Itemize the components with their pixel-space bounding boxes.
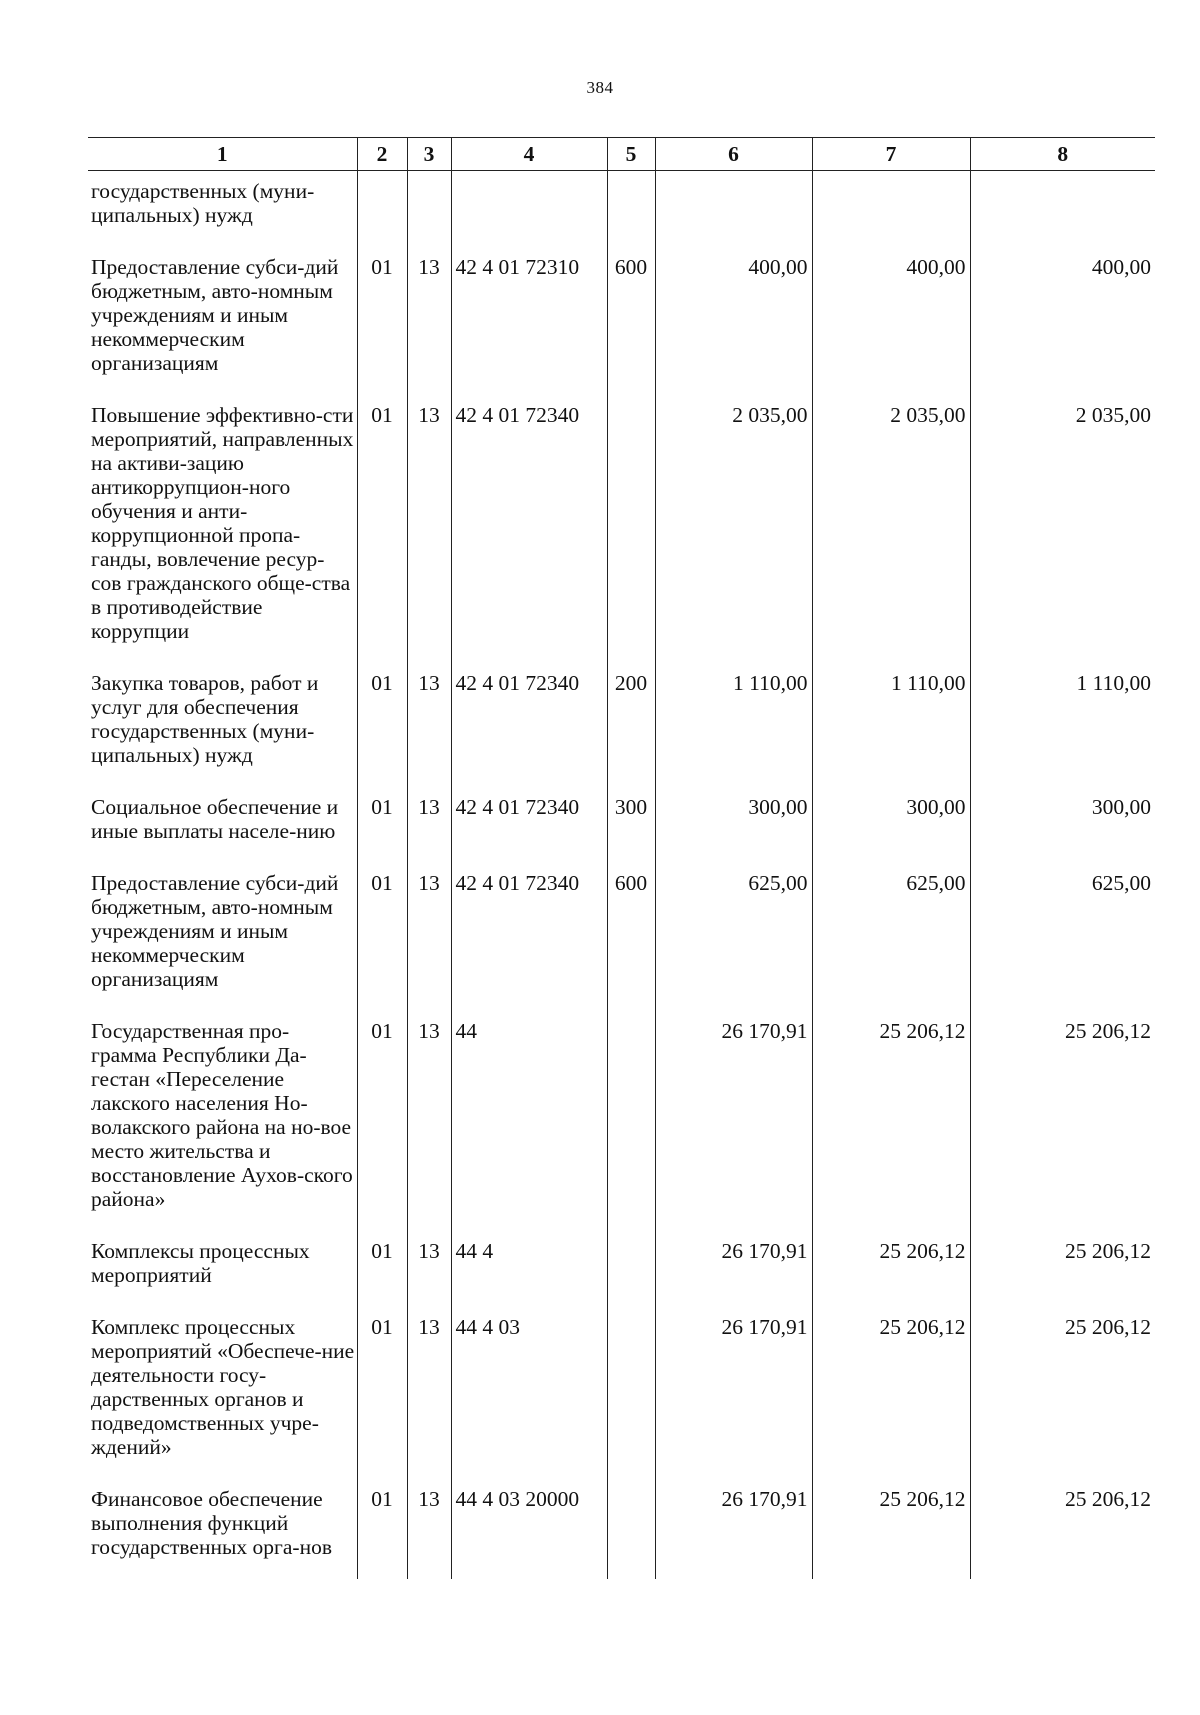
cell-subsection: 13 [407,1479,451,1579]
cell-amount-8: 25 206,12 [970,1479,1155,1579]
cell-section: 01 [357,1231,407,1307]
row-name: Государственная про-грамма Республики Да-гестан «Переселение лакского населения Но-волакского района на но-вое место жительства и восстановление Аухов-ского района» [91,1019,353,1211]
column-header-5: 5 [607,138,655,171]
cell-expense-type [607,1479,655,1579]
table-row [88,171,1155,248]
cell-amount-8: 25 206,12 [970,1011,1155,1231]
cell-target-article: 42 4 01 72340 [451,395,607,663]
cell-amount-7: 300,00 [812,787,970,863]
cell-expense-type: 600 [607,247,655,395]
column-header-8: 8 [970,138,1155,171]
cell-amount-8: 300,00 [970,787,1155,863]
cell-amount-6: 2 035,00 [655,395,812,663]
cell-amount-6: 300,00 [655,787,812,863]
cell-amount-6: 1 110,00 [655,663,812,787]
budget-table [88,137,1155,1579]
cell-subsection: 13 [407,1307,451,1479]
cell-amount-8: 625,00 [970,863,1155,1011]
cell-subsection: 13 [407,395,451,663]
cell-amount-8: 25 206,12 [970,1307,1155,1479]
cell-expense-type [607,395,655,663]
page-number: 384 [586,78,614,97]
cell-amount-6: 400,00 [655,247,812,395]
table-row [88,1231,1155,1307]
cell-amount-8: 400,00 [970,247,1155,395]
row-name: Предоставление субси-дий бюджетным, авто-номным учреждениям и иным некоммерческим организациям [91,255,339,375]
cell-amount-6: 26 170,91 [655,1011,812,1231]
cell-section: 01 [357,247,407,395]
cell-amount-7: 400,00 [812,247,970,395]
table-row [88,247,1155,395]
cell-amount-8 [970,171,1155,248]
cell-subsection: 13 [407,787,451,863]
row-name: Комплексы процессных мероприятий [91,1239,310,1287]
column-header-2: 2 [357,138,407,171]
row-name: Повышение эффективно-сти мероприятий, направленных на активи-зацию антикоррупцион-ного обучения и анти-коррупционной пропа-ганды, вовлечение ресур-сов гражданского обще-ства в противодействие коррупции [91,403,354,643]
cell-target-article: 44 4 [451,1231,607,1307]
cell-target-article: 42 4 01 72340 [451,663,607,787]
column-header-3: 3 [407,138,451,171]
cell-expense-type [607,1011,655,1231]
column-header-7: 7 [812,138,970,171]
table-row [88,1479,1155,1579]
row-name: Комплекс процессных мероприятий «Обеспече-ние деятельности госу-дарственных органов и подведомственных учре-ждений» [91,1315,355,1459]
row-name: государственных (муни-ципальных) нужд [91,179,315,227]
cell-subsection [407,171,451,248]
cell-amount-8: 25 206,12 [970,1231,1155,1307]
cell-amount-6: 625,00 [655,863,812,1011]
cell-amount-6 [655,171,812,248]
cell-amount-6: 26 170,91 [655,1479,812,1579]
cell-target-article: 44 4 03 [451,1307,607,1479]
cell-target-article: 42 4 01 72310 [451,247,607,395]
cell-subsection: 13 [407,663,451,787]
cell-subsection: 13 [407,1231,451,1307]
row-name: Предоставление субси-дий бюджетным, авто-номным учреждениям и иным некоммерческим организациям [91,871,339,991]
cell-target-article [451,171,607,248]
cell-amount-7: 25 206,12 [812,1307,970,1479]
cell-target-article: 42 4 01 72340 [451,787,607,863]
table-row [88,863,1155,1011]
cell-amount-7: 25 206,12 [812,1011,970,1231]
cell-subsection: 13 [407,247,451,395]
row-name: Закупка товаров, работ и услуг для обеспечения государственных (муни-ципальных) нужд [91,671,319,767]
cell-amount-7 [812,171,970,248]
column-header-4: 4 [451,138,607,171]
cell-amount-7: 1 110,00 [812,663,970,787]
cell-amount-7: 25 206,12 [812,1479,970,1579]
table-row [88,663,1155,787]
cell-expense-type [607,1307,655,1479]
cell-subsection: 13 [407,863,451,1011]
cell-amount-6: 26 170,91 [655,1231,812,1307]
row-name: Финансовое обеспечение выполнения функций государственных орга-нов [91,1487,332,1559]
column-header-1: 1 [88,138,357,171]
column-header-6: 6 [655,138,812,171]
cell-section: 01 [357,787,407,863]
cell-section [357,171,407,248]
cell-amount-8: 2 035,00 [970,395,1155,663]
row-name: Социальное обеспечение и иные выплаты населе-нию [91,795,339,843]
cell-expense-type [607,171,655,248]
table-row [88,1011,1155,1231]
table-header [88,138,1155,171]
cell-subsection: 13 [407,1011,451,1231]
cell-amount-7: 2 035,00 [812,395,970,663]
cell-amount-6: 26 170,91 [655,1307,812,1479]
cell-expense-type: 600 [607,863,655,1011]
table-body [88,171,1155,1580]
cell-target-article: 44 4 03 20000 [451,1479,607,1579]
table-row [88,1307,1155,1479]
cell-expense-type [607,1231,655,1307]
header-row [88,138,1155,171]
cell-section: 01 [357,1011,407,1231]
cell-section: 01 [357,1479,407,1579]
cell-expense-type: 200 [607,663,655,787]
table-row [88,395,1155,663]
cell-section: 01 [357,663,407,787]
cell-amount-8: 1 110,00 [970,663,1155,787]
cell-target-article: 42 4 01 72340 [451,863,607,1011]
cell-amount-7: 625,00 [812,863,970,1011]
cell-target-article: 44 [451,1011,607,1231]
cell-section: 01 [357,1307,407,1479]
cell-section: 01 [357,395,407,663]
table-row [88,787,1155,863]
cell-section: 01 [357,863,407,1011]
cell-amount-7: 25 206,12 [812,1231,970,1307]
cell-expense-type: 300 [607,787,655,863]
